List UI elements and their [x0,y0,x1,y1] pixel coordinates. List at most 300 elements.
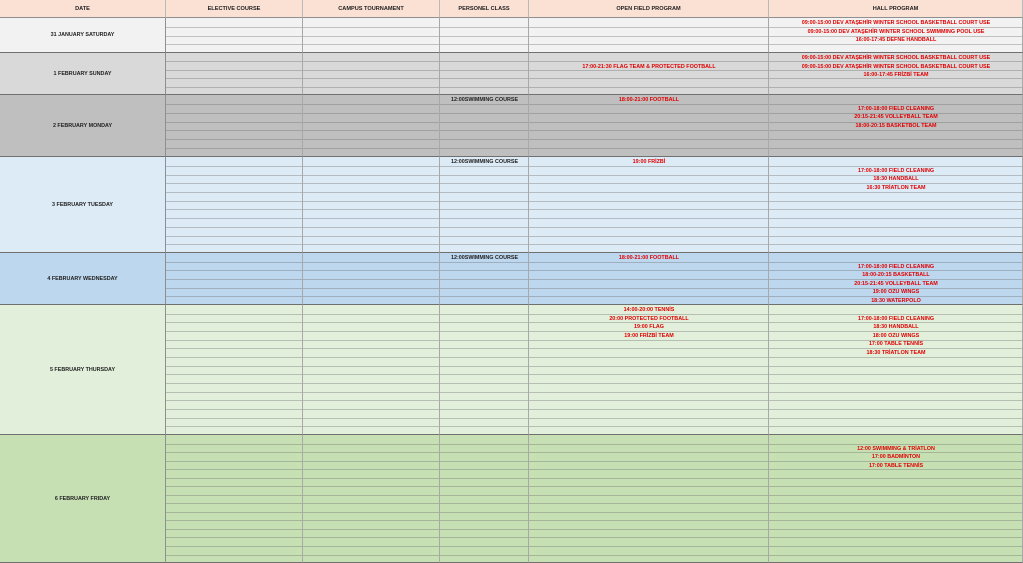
row-gridline [440,444,528,445]
row-gridline [166,348,302,349]
row-gridline [529,478,768,479]
row-gridline [529,87,768,88]
row-gridline [440,314,528,315]
row-gridline [166,70,302,71]
row-gridline [166,400,302,401]
hall-program-entry: 16:00-17:45 DEFNE HANDBALL [855,37,937,44]
row-gridline [166,322,302,323]
row-gridline [529,175,768,176]
row-gridline [440,130,528,131]
row-gridline [440,409,528,410]
row-gridline [529,503,768,504]
hall-program-entry: 09:00-15:00 DEV ATAŞEHİR WINTER SCHOOL SWIMMING POOL USE [807,28,985,35]
elective-cell[interactable] [166,95,303,157]
row-gridline [769,503,1022,504]
row-gridline [529,78,768,79]
row-gridline [303,139,439,140]
row-gridline [440,555,528,556]
row-gridline [166,555,302,556]
row-gridline [166,44,302,45]
row-gridline [440,357,528,358]
row-gridline [303,555,439,556]
row-gridline [303,366,439,367]
row-gridline [166,512,302,513]
row-gridline [166,486,302,487]
row-gridline [769,209,1022,210]
hall-program-entry: 20:15-21:45 VOLLEYBALL TEAM [854,114,938,121]
row-gridline [529,418,768,419]
tournament-cell[interactable] [303,157,440,253]
row-gridline [166,537,302,538]
row-gridline [303,357,439,358]
row-gridline [303,218,439,219]
row-gridline [529,122,768,123]
row-gridline [440,486,528,487]
row-gridline [440,139,528,140]
row-gridline [529,374,768,375]
row-gridline [303,400,439,401]
open-field-entry: 19:00 FRİZBİ TEAM [624,332,674,339]
row-gridline [529,452,768,453]
row-gridline [529,227,768,228]
row-gridline [303,495,439,496]
row-gridline [440,452,528,453]
row-gridline [769,520,1022,521]
open-field-entry: 20:00 PROTECTED FOOTBALL [609,315,689,322]
row-gridline [303,78,439,79]
row-gridline [166,461,302,462]
row-gridline [769,409,1022,410]
row-gridline [303,322,439,323]
tournament-cell[interactable] [303,95,440,157]
row-gridline [440,478,528,479]
row-gridline [769,244,1022,245]
row-gridline [166,296,302,297]
row-gridline [166,201,302,202]
hall-program-entry: 09:00-15:00 DEV ATAŞEHİR WINTER SCHOOL BASKETBALL COURT USE [801,55,991,61]
row-gridline [529,444,768,445]
elective-cell[interactable] [166,305,303,435]
row-gridline [303,104,439,105]
row-gridline [440,113,528,114]
row-gridline [529,209,768,210]
elective-cell[interactable] [166,157,303,253]
header-campus-tournament[interactable]: CAMPUS TOURNAMENT [303,0,440,18]
row-gridline [303,236,439,237]
row-gridline [440,61,528,62]
row-gridline [166,529,302,530]
row-gridline [166,314,302,315]
row-gridline [303,374,439,375]
row-gridline [440,374,528,375]
date-cell[interactable]: 6 FEBRUARY FRIDAY [0,435,166,563]
row-gridline [440,400,528,401]
row-gridline [166,130,302,131]
row-gridline [529,148,768,149]
row-gridline [529,400,768,401]
row-gridline [303,288,439,289]
row-gridline [529,392,768,393]
row-gridline [769,366,1022,367]
row-gridline [166,27,302,28]
row-gridline [769,392,1022,393]
row-gridline [166,166,302,167]
row-gridline [166,392,302,393]
row-gridline [303,444,439,445]
row-gridline [440,148,528,149]
row-gridline [303,44,439,45]
open-field-entry: 17:00-21:30 FLAG TEAM & PROTECTED FOOTBALL [582,63,716,70]
hall-program-entry: 18:30 WATERPOLO [871,298,921,304]
row-gridline [769,236,1022,237]
elective-cell[interactable] [166,18,303,53]
row-gridline [303,529,439,530]
row-gridline [440,244,528,245]
row-gridline [303,512,439,513]
row-gridline [440,44,528,45]
row-gridline [166,113,302,114]
tournament-cell[interactable] [303,305,440,435]
row-gridline [440,227,528,228]
hall-program-entry: 17:00-18:00 FIELD CLEANING [857,315,935,322]
hall-program-entry: 18:30 HANDBALL [873,176,919,183]
row-gridline [166,426,302,427]
row-gridline [440,236,528,237]
row-gridline [303,279,439,280]
row-gridline [769,537,1022,538]
row-gridline [166,175,302,176]
row-gridline [440,503,528,504]
personel-class-entry: 12:00SWIMMING COURSE [450,159,519,165]
row-gridline [440,426,528,427]
row-gridline [769,555,1022,556]
row-gridline [769,512,1022,513]
date-cell[interactable]: 3 FEBRUARY TUESDAY [0,157,166,253]
row-gridline [166,452,302,453]
hall-program-entry: 18:30 TRİATLON TEAM [866,350,926,356]
hall-program-entry: 17:00 BADMİNTON [871,454,921,461]
row-gridline [769,400,1022,401]
row-gridline [440,322,528,323]
row-gridline [529,537,768,538]
row-gridline [769,139,1022,140]
hall-program-entry: 20:15-21:45 VOLLEYBALL TEAM [854,280,938,287]
row-gridline [769,418,1022,419]
row-gridline [529,244,768,245]
personel-cell[interactable] [440,435,529,563]
personel-cell[interactable] [440,157,529,253]
row-gridline [529,383,768,384]
row-gridline [529,279,768,280]
personel-class-entry: 12:00SWIMMING COURSE [450,255,519,261]
row-gridline [529,357,768,358]
row-gridline [440,495,528,496]
header-open-field-program[interactable]: OPEN FIELD PROGRAM [529,0,769,18]
row-gridline [440,279,528,280]
row-gridline [440,270,528,271]
row-gridline [166,139,302,140]
row-gridline [303,452,439,453]
row-gridline [303,331,439,332]
open-field-entry: 18:00-21:00 FOOTBALL [618,97,680,103]
row-gridline [303,262,439,263]
elective-cell[interactable] [166,435,303,563]
row-gridline [303,192,439,193]
row-gridline [769,148,1022,149]
row-gridline [440,537,528,538]
row-gridline [303,537,439,538]
row-gridline [440,87,528,88]
header-date[interactable]: DATE [0,0,166,18]
row-gridline [166,288,302,289]
row-gridline [166,520,302,521]
tournament-cell[interactable] [303,53,440,95]
hall-program-entry: 17:00-18:00 FIELD CLEANING [857,167,935,174]
row-gridline [440,122,528,123]
tournament-cell[interactable] [303,18,440,53]
row-gridline [529,495,768,496]
row-gridline [303,113,439,114]
row-gridline [303,130,439,131]
row-gridline [166,236,302,237]
row-gridline [166,409,302,410]
row-gridline [529,529,768,530]
row-gridline [440,340,528,341]
row-gridline [166,383,302,384]
row-gridline [440,392,528,393]
row-gridline [166,244,302,245]
row-gridline [303,314,439,315]
row-gridline [303,486,439,487]
date-cell[interactable]: 5 FEBRUARY THURSDAY [0,305,166,435]
row-gridline [529,426,768,427]
open-field-cell[interactable] [529,157,769,253]
hall-program-entry: 17:00 TABLE TENNİS [868,462,924,469]
date-cell[interactable]: 1 FEBRUARY SUNDAY [0,53,166,95]
row-gridline [303,392,439,393]
row-gridline [440,383,528,384]
row-gridline [303,340,439,341]
row-gridline [440,512,528,513]
row-gridline [303,546,439,547]
row-gridline [166,478,302,479]
row-gridline [769,201,1022,202]
hall-program-entry: 09:00-15:00 DEV ATAŞEHİR WINTER SCHOOL BASKETBALL COURT USE [801,63,991,70]
row-gridline [529,546,768,547]
row-gridline [529,218,768,219]
row-gridline [529,44,768,45]
row-gridline [440,192,528,193]
row-gridline [529,36,768,37]
row-gridline [529,201,768,202]
row-gridline [529,348,768,349]
row-gridline [303,296,439,297]
row-gridline [303,520,439,521]
row-gridline [303,469,439,470]
open-field-cell[interactable] [529,18,769,53]
date-cell[interactable]: 31 JANUARY SATURDAY [0,18,166,53]
row-gridline [440,348,528,349]
row-gridline [166,357,302,358]
hall-program-entry: 09:00-15:00 DEV ATAŞEHİR WINTER SCHOOL BASKETBALL COURT USE [801,20,991,26]
row-gridline [166,331,302,332]
row-gridline [529,113,768,114]
tournament-cell[interactable] [303,253,440,305]
row-gridline [440,175,528,176]
row-gridline [303,36,439,37]
row-gridline [303,209,439,210]
row-gridline [166,61,302,62]
row-gridline [769,546,1022,547]
row-gridline [769,495,1022,496]
open-field-cell[interactable] [529,435,769,563]
row-gridline [166,418,302,419]
row-gridline [303,270,439,271]
personel-cell[interactable] [440,18,529,53]
row-gridline [166,87,302,88]
hall-program-entry: 18:00-20:15 BASKETBALL [862,272,930,279]
row-gridline [303,348,439,349]
row-gridline [769,383,1022,384]
row-gridline [529,520,768,521]
row-gridline [529,461,768,462]
row-gridline [529,486,768,487]
row-gridline [303,70,439,71]
row-gridline [166,374,302,375]
hall-program-entry: 17:00-18:00 FIELD CLEANING [857,105,935,112]
row-gridline [166,340,302,341]
row-gridline [769,478,1022,479]
tournament-cell[interactable] [303,435,440,563]
row-gridline [440,296,528,297]
row-gridline [529,130,768,131]
elective-cell[interactable] [166,53,303,95]
row-gridline [303,148,439,149]
personel-cell[interactable] [440,53,529,95]
row-gridline [303,426,439,427]
row-gridline [303,61,439,62]
row-gridline [303,503,439,504]
row-gridline [166,183,302,184]
row-gridline [303,478,439,479]
row-gridline [303,175,439,176]
row-gridline [440,183,528,184]
open-field-entry: 19:00 FLAG [634,324,664,331]
header-elective-course[interactable]: ELECTIVE COURSE [166,0,303,18]
row-gridline [769,486,1022,487]
row-gridline [166,270,302,271]
row-gridline [440,418,528,419]
row-gridline [166,104,302,105]
row-gridline [303,27,439,28]
open-field-entry: 18:00-21:00 FOOTBALL [618,255,680,261]
row-gridline [166,218,302,219]
date-cell[interactable]: 2 FEBRUARY MONDAY [0,95,166,157]
row-gridline [166,546,302,547]
elective-cell[interactable] [166,253,303,305]
row-gridline [529,296,768,297]
hall-program-entry: 19:00 OZU WINGS [872,289,920,296]
row-gridline [303,418,439,419]
hall-program-entry: 18:00 OZU WINGS [872,332,920,339]
hall-program-entry: 18:00-20:15 BASKETBOL TEAM [855,122,937,129]
row-gridline [303,227,439,228]
personel-class-entry: 12:00SWIMMING COURSE [450,97,519,103]
row-gridline [769,87,1022,88]
row-gridline [769,227,1022,228]
row-gridline [166,469,302,470]
row-gridline [440,529,528,530]
row-gridline [769,426,1022,427]
row-gridline [529,27,768,28]
row-gridline [529,192,768,193]
row-gridline [166,148,302,149]
row-gridline [166,122,302,123]
row-gridline [166,444,302,445]
row-gridline [166,495,302,496]
row-gridline [529,270,768,271]
row-gridline [529,366,768,367]
row-gridline [303,166,439,167]
row-gridline [769,218,1022,219]
row-gridline [166,78,302,79]
row-gridline [303,87,439,88]
row-gridline [166,192,302,193]
row-gridline [303,383,439,384]
date-cell[interactable]: 4 FEBRUARY WEDNESDAY [0,253,166,305]
row-gridline [440,27,528,28]
row-gridline [166,36,302,37]
row-gridline [529,512,768,513]
row-gridline [529,555,768,556]
row-gridline [440,201,528,202]
hall-program-entry: 12:00 SWIMMING & TRİATLON [857,445,935,452]
row-gridline [440,366,528,367]
row-gridline [166,503,302,504]
row-gridline [303,122,439,123]
row-gridline [440,36,528,37]
row-gridline [440,209,528,210]
open-field-entry: 19:00 FRİZBİ [632,159,666,165]
row-gridline [303,201,439,202]
row-gridline [769,529,1022,530]
row-gridline [440,331,528,332]
row-gridline [303,461,439,462]
row-gridline [440,70,528,71]
hall-program-entry: 16:00-17:45 FRİZBİ TEAM [863,72,929,79]
row-gridline [529,469,768,470]
row-gridline [440,461,528,462]
open-field-cell[interactable] [529,53,769,95]
row-gridline [529,183,768,184]
row-gridline [166,209,302,210]
row-gridline [166,279,302,280]
row-gridline [440,520,528,521]
open-field-entry: 14:00-20:00 TENNİS [623,307,675,313]
personel-cell[interactable] [440,305,529,435]
row-gridline [529,409,768,410]
row-gridline [440,546,528,547]
row-gridline [440,288,528,289]
row-gridline [440,469,528,470]
header-hall-program[interactable]: HALL PROGRAM [769,0,1023,18]
hall-program-entry: 16:30 TRİATLON TEAM [866,184,926,191]
row-gridline [303,409,439,410]
row-gridline [166,366,302,367]
row-gridline [769,374,1022,375]
header-personel-class[interactable]: PERSONEL CLASS [440,0,529,18]
row-gridline [166,227,302,228]
